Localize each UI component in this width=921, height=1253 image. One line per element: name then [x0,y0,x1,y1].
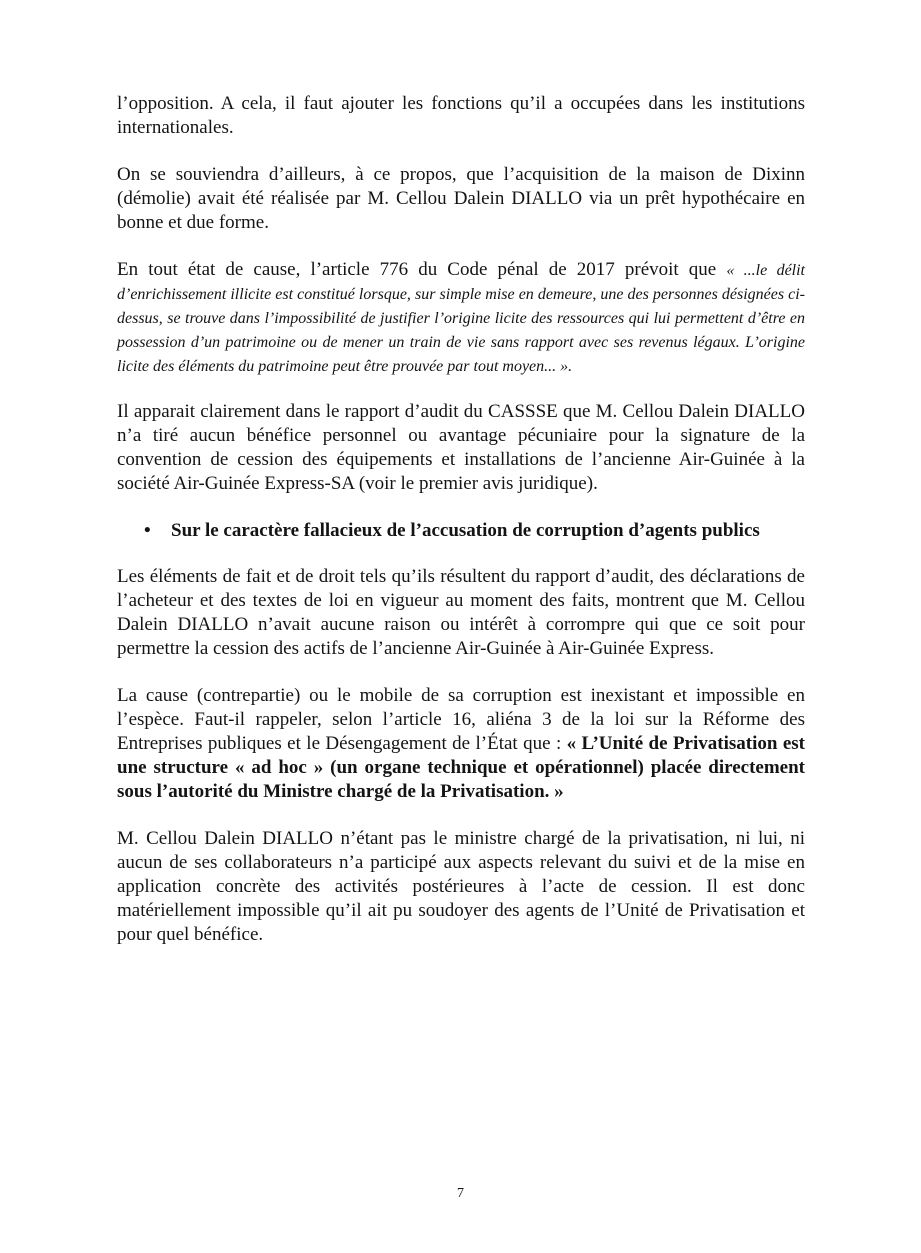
privatisation-unit-intro: La cause (contrepartie) ou le mobile de sa corruption est inexistant et impossible en l’espèce. Faut-il rappeler, selon l’article 16, aliéna 3 de la loi sur la Réforme des Entreprises publiques et le Désengagement de l’État que : [117,685,805,754]
section-heading-corruption [117,519,805,543]
page-number: 7 [457,1186,464,1201]
document-body [117,92,805,970]
paragraph-dixinn-house: On se souviendra d’ailleurs, à ce propos, que l’acquisition de la maison de Dixinn (démolie) avait été réalisée par M. Cellou Dalein DIALLO via un prêt hypothécaire en bonne et due forme. [117,164,805,233]
paragraph-privatisation-unit [117,684,805,804]
paragraph-facts-and-law: Les éléments de fait et de droit tels qu’ils résultent du rapport d’audit, des déclarations de l’acheteur et des textes de loi en vigueur au moment des faits, montrent que M. Cellou Dalein DIALLO n’avait aucune raison ou intérêt à corrompre qui que ce soit pour permettre la cession des actifs de l’ancienne Air-Guinée à Air-Guinée Express. [117,566,805,659]
paragraph-casse-audit: Il apparait clairement dans le rapport d’audit du CASSSE que M. Cellou Dalein DIALLO n’a tiré aucun bénéfice personnel ou avantage pécuniaire pour la signature de la convention de cession des équipements et installations de l’ancienne Air-Guinée à la société Air-Guinée Express-SA (voir le premier avis juridique). [117,401,805,494]
paragraph-article-776 [117,258,805,378]
article-776-quote: « ...le délit d’enrichissement illicite est constitué lorsque, sur simple mise en demeure, une des personnes désignées ci-dessus, se trouve dans l’impossibilité de justifier l’origine licite des ressources qui lui permettent d’être en possession d’un patrimoine ou de mener un train de vie sans rapport avec ses revenus légaux. L’origine licite des éléments du patrimoine peut être prouvée par tout moyen... ». [117,262,806,375]
privatisation-unit-quote: « L’Unité de Privatisation est une structure « ad hoc » (un organe technique et opérationnel) placée directement sous l’autorité du Ministre chargé de la Privatisation. » [117,733,805,802]
paragraph-opposition: l’opposition. A cela, il faut ajouter les fonctions qu’il a occupées dans les institutions internationales. [117,93,805,138]
paragraph-not-minister: M. Cellou Dalein DIALLO n’étant pas le ministre chargé de la privatisation, ni lui, ni aucun de ses collaborateurs n’a participé aux aspects relevant du suivi et de la mise en application concrète des activités postérieures à l’acte de cession. Il est donc matériellement impossible qu’il ait pu soudoyer des agents de l’Unité de Privatisation et pour quel bénéfice. [117,828,805,945]
section-heading-text: Sur le caractère fallacieux de l’accusation de corruption d’agents publics [171,520,760,541]
bullet-icon: • [144,520,151,541]
article-776-intro: En tout état de cause, l’article 776 du Code pénal de 2017 prévoit que [117,259,727,280]
